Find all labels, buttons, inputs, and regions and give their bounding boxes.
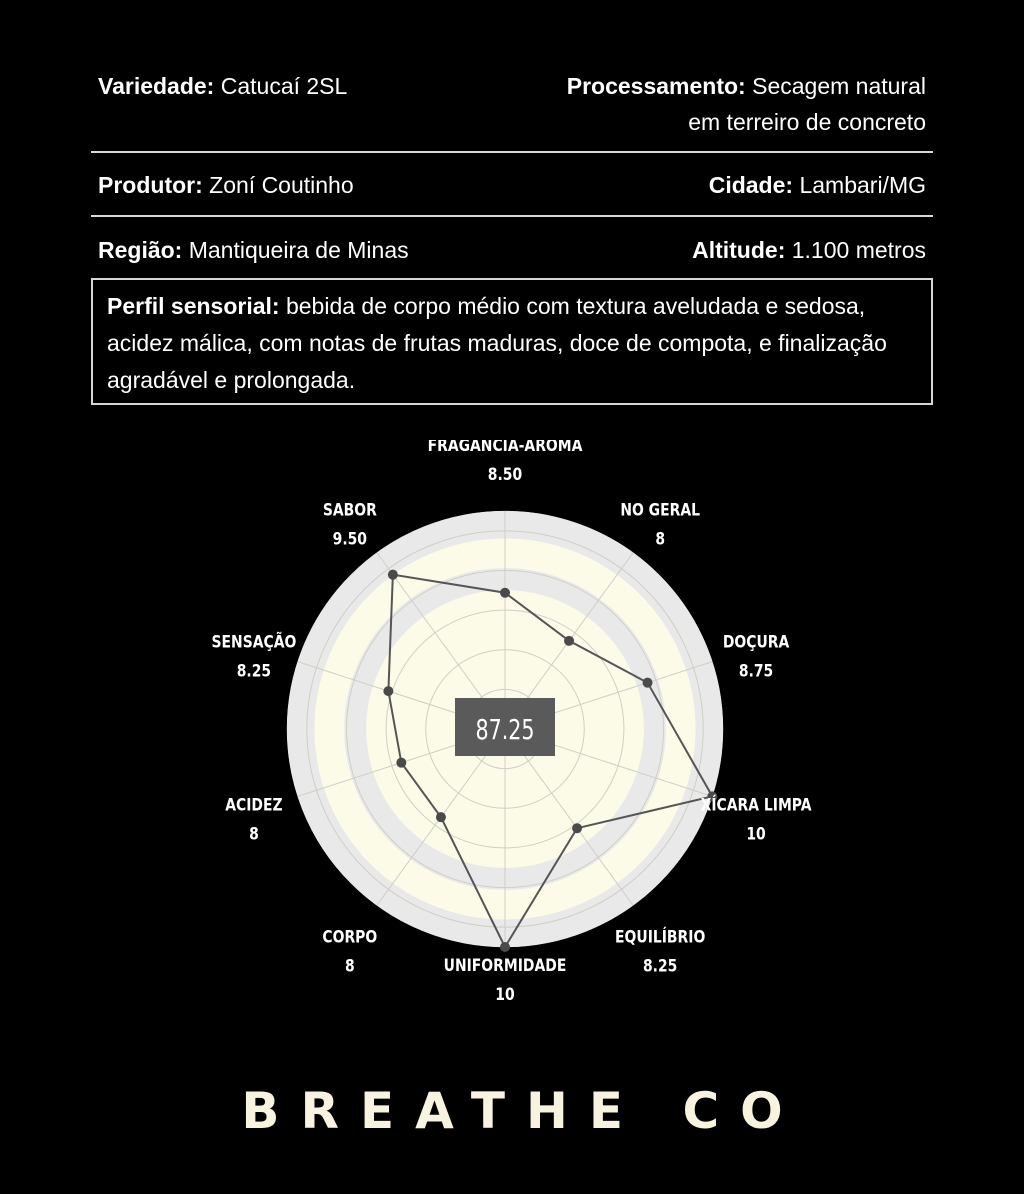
cidade-label: Cidade: bbox=[708, 172, 794, 198]
radar-point-0 bbox=[500, 588, 510, 598]
produtor-label: Produtor: bbox=[98, 172, 203, 198]
regiao-cell bbox=[98, 232, 409, 268]
altitude-cell bbox=[692, 232, 926, 268]
axis-value-4: 8.25 bbox=[642, 956, 678, 976]
radar-point-6 bbox=[436, 812, 446, 822]
regiao-value: Mantiqueira de Minas bbox=[188, 237, 409, 263]
axis-value-8: 8.25 bbox=[236, 661, 272, 681]
axis-label-5: UNIFORMIDADE bbox=[443, 955, 567, 976]
axis-label-0: FRAGÂNCIA-AROMA bbox=[427, 440, 583, 456]
axis-value-3: 10 bbox=[746, 824, 766, 844]
processamento-value-line2: em terreiro de concreto bbox=[688, 109, 926, 135]
axis-label-8: SENSAÇÃO bbox=[211, 632, 297, 652]
altitude-label: Altitude: bbox=[692, 237, 786, 263]
radar-point-4 bbox=[572, 823, 582, 833]
brand-logo-text: BREATHE CO bbox=[241, 1082, 804, 1140]
processamento-cell bbox=[567, 68, 926, 140]
info-row-2 bbox=[91, 153, 933, 215]
axis-value-5: 10 bbox=[495, 984, 515, 1005]
axis-value-6: 8 bbox=[344, 956, 355, 976]
info-row-1 bbox=[91, 64, 933, 151]
axis-label-6: CORPO bbox=[322, 927, 378, 947]
produtor-value: Zoní Coutinho bbox=[209, 172, 354, 198]
info-table bbox=[91, 64, 933, 281]
axis-value-0: 8.50 bbox=[487, 464, 523, 485]
radar-point-1 bbox=[564, 636, 574, 646]
total-score: 87.25 bbox=[475, 713, 535, 747]
axis-label-9: SABOR bbox=[322, 500, 377, 520]
sensory-profile-text: bebida de corpo médio com textura aveludada e sedosa, acidez málica, com notas de frutas maduras, doce de compota, e finalização agradável e prolongada. bbox=[107, 293, 887, 393]
axis-value-1: 8 bbox=[655, 529, 666, 549]
axis-value-9: 9.50 bbox=[332, 529, 368, 549]
axis-label-4: EQUILÍBRIO bbox=[615, 927, 706, 947]
axis-label-3: XÍCARA LIMPA bbox=[700, 795, 812, 815]
radar-point-2 bbox=[643, 678, 653, 688]
variedade-cell bbox=[98, 68, 347, 104]
radar-point-7 bbox=[396, 758, 406, 768]
axis-label-2: DOÇURA bbox=[722, 632, 790, 652]
axis-value-7: 8 bbox=[249, 824, 259, 844]
processamento-label: Processamento: bbox=[566, 73, 746, 99]
cidade-value: Lambari/MG bbox=[799, 172, 926, 198]
radar-point-5 bbox=[500, 942, 510, 952]
produtor-cell bbox=[98, 167, 354, 203]
variedade-label: Variedade: bbox=[98, 73, 215, 99]
radar-point-8 bbox=[383, 686, 393, 696]
cidade-cell bbox=[709, 167, 926, 203]
sensory-profile-box bbox=[91, 278, 933, 405]
regiao-label: Região: bbox=[98, 237, 183, 263]
radar-chart-container bbox=[0, 440, 1024, 1040]
sensory-profile-label: Perfil sensorial: bbox=[107, 293, 280, 319]
processamento-value-line1: Secagem natural bbox=[752, 73, 926, 99]
variedade-value: Catucaí 2SL bbox=[220, 73, 348, 99]
altitude-value: 1.100 metros bbox=[791, 237, 926, 263]
radar-chart bbox=[0, 440, 1024, 1040]
info-row-3 bbox=[91, 217, 933, 281]
axis-label-1: NO GERAL bbox=[620, 500, 701, 520]
axis-value-2: 8.75 bbox=[738, 661, 774, 681]
radar-point-9 bbox=[388, 570, 398, 580]
axis-label-7: ACIDEZ bbox=[225, 795, 283, 815]
